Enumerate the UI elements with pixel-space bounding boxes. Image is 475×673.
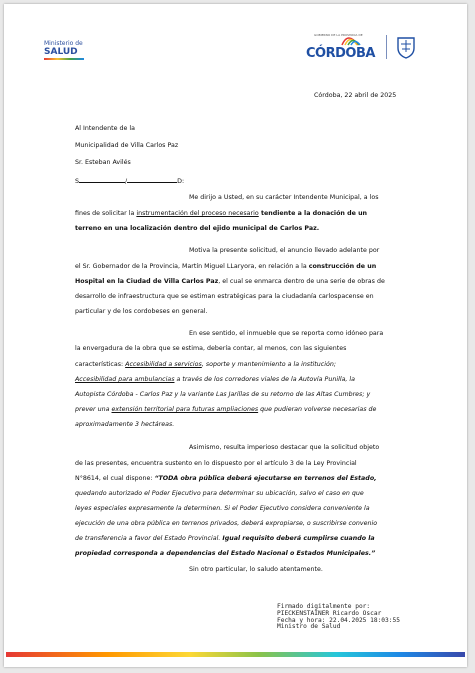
p2-line4: desarrollo de infraestructura que se estiman estratégicas para la ciudadanía carlospacense en <box>75 293 374 300</box>
p1-bold: tendiente a la donación de un <box>258 210 368 217</box>
p3-italic-3: prever una <box>75 406 112 413</box>
p3-underlined-2: Accesibilidad para ambulancias <box>75 376 175 383</box>
p3-line3 <box>75 361 336 369</box>
p4-line7 <box>75 535 375 543</box>
logo-color-bar <box>44 58 84 60</box>
recipient-title: Al Intendente de la <box>75 125 135 132</box>
p3-line6 <box>75 406 376 414</box>
p1-line3: terreno en una localización dentro del ejido municipal de Carlos Paz. <box>75 225 320 232</box>
p4-bold-italic: Igual requisito deberá cumplirse cuando la <box>222 535 375 542</box>
p3-line2: la envergadura de la obra que se estima, debería contar, al menos, con las siguientes <box>75 345 347 352</box>
p4-line2: de las presentes, encuentra sustento en lo dispuesto por el artículo 3 de la Ley Provincial <box>75 460 357 467</box>
p2-text-2: , el cual se enmarca dentro de una serie de obras de <box>218 278 385 285</box>
p1-line1: Me dirijo a Usted, en su carácter Intendente Municipal, a los <box>189 194 379 201</box>
signature-line2: PIECKENSTAINER Ricardo Oscar <box>277 609 382 617</box>
p3-line1: En ese sentido, el inmueble que se reporta como idóneo para <box>189 330 384 337</box>
p1-line2 <box>75 210 367 218</box>
p3-line5: Autopista Córdoba - Carlos Paz y la variante Las Jarillas de su retorno de las Altas Cumbres; y <box>75 391 371 398</box>
p2-text: el Sr. Gobernador de la Provincia, Martín Miguel LLaryora, en relación a la <box>75 263 309 270</box>
p2-bold: construcción de un <box>308 263 377 270</box>
closing-line: Sin otro particular, lo saludo atentamente. <box>189 566 323 573</box>
signature-line1: Firmado digitalmente por: <box>277 603 371 610</box>
logo-small-text: GOBIERNO DE LA PROVINCIA DE <box>314 33 363 37</box>
p2-line2 <box>75 263 376 271</box>
footer-color-stripe <box>6 652 465 657</box>
sd-slash: / <box>125 178 128 185</box>
logo-line2: SALUD <box>44 47 78 57</box>
sd-blank-1 <box>79 176 128 185</box>
p4-line1: Asimismo, resulta imperioso destacar que la solicitud objeto <box>189 444 380 451</box>
p3-italic-4: que pudieran volverse necesarias de <box>258 406 377 413</box>
logo-line1: Ministerio de <box>44 40 83 47</box>
recipient-name: Sr. Esteban Avilés <box>75 159 131 166</box>
p4-line6: ejecución de una obra pública en terrenos privados, deberá expropiarse, o suscribirse convenio <box>75 520 378 527</box>
logo-cordoba-text: CÓRDOBA <box>306 46 375 61</box>
sd-s: S <box>75 178 79 185</box>
p2-line3 <box>75 278 385 286</box>
p3-text: características: <box>75 361 126 368</box>
p2-bold-hospital: Hospital en la Ciudad de Villa Carlos Paz <box>75 278 219 285</box>
recipient-institution: Municipalidad de Villa Carlos Paz <box>75 142 179 149</box>
p3-underlined-3: extensión territorial para futuras ampliaciones <box>111 406 259 413</box>
p4-line5: leyes especiales expresamente la determinen. Si el Poder Ejecutivo considera conveniente la <box>75 505 370 512</box>
p4-line3 <box>75 475 377 483</box>
p4-italic: de transferencia a favor del Estado Provincial. <box>75 535 223 542</box>
p3-italic-1: , soporte y mantenimiento a la institución; <box>201 361 336 368</box>
p3-italic-2: a través de los corredores viales de la Autovía Punilla, la <box>174 376 356 383</box>
p1-underlined: instrumentación del proceso necesario <box>136 210 259 217</box>
signature-line3: Fecha y hora: 22.04.2025 18:03:55 <box>277 616 400 624</box>
p3-line4 <box>75 376 355 384</box>
p4-line8: propiedad corresponda a dependencias del Estado Nacional o Estados Municipales.” <box>75 550 376 557</box>
sd-line <box>75 176 184 186</box>
p4-line4: quedando autorizado el Poder Ejecutivo para determinar su ubicación, salvo el caso en que <box>75 490 364 497</box>
ministerio-salud-logo <box>44 40 84 60</box>
p1-text: fines de solicitar la <box>75 210 137 217</box>
p4-quote-start: “TODA obra pública deberá ejecutarse en terrenos del Estado, <box>154 475 377 482</box>
coat-of-arms-icon <box>396 35 416 59</box>
p3-underlined-1: Accesibilidad a servicios <box>125 361 202 368</box>
p3-line7: aproximadamente 3 hectáreas. <box>75 421 175 428</box>
logo-divider <box>386 35 387 59</box>
p4-text: N°8614, el cual dispone: <box>75 475 155 482</box>
p2-line5: particular y de los cordobeses en general. <box>75 308 208 315</box>
sd-blank-2 <box>127 176 177 183</box>
gobierno-cordoba-logo <box>306 32 434 62</box>
digital-signature <box>277 604 400 631</box>
sd-d: D: <box>177 178 185 185</box>
date-line: Córdoba, 22 abril de 2025 <box>314 92 397 99</box>
p2-line1: Motiva la presente solicitud, el anuncio llevado adelante por <box>189 247 380 254</box>
signature-line4: Ministro de Salud <box>277 623 341 631</box>
